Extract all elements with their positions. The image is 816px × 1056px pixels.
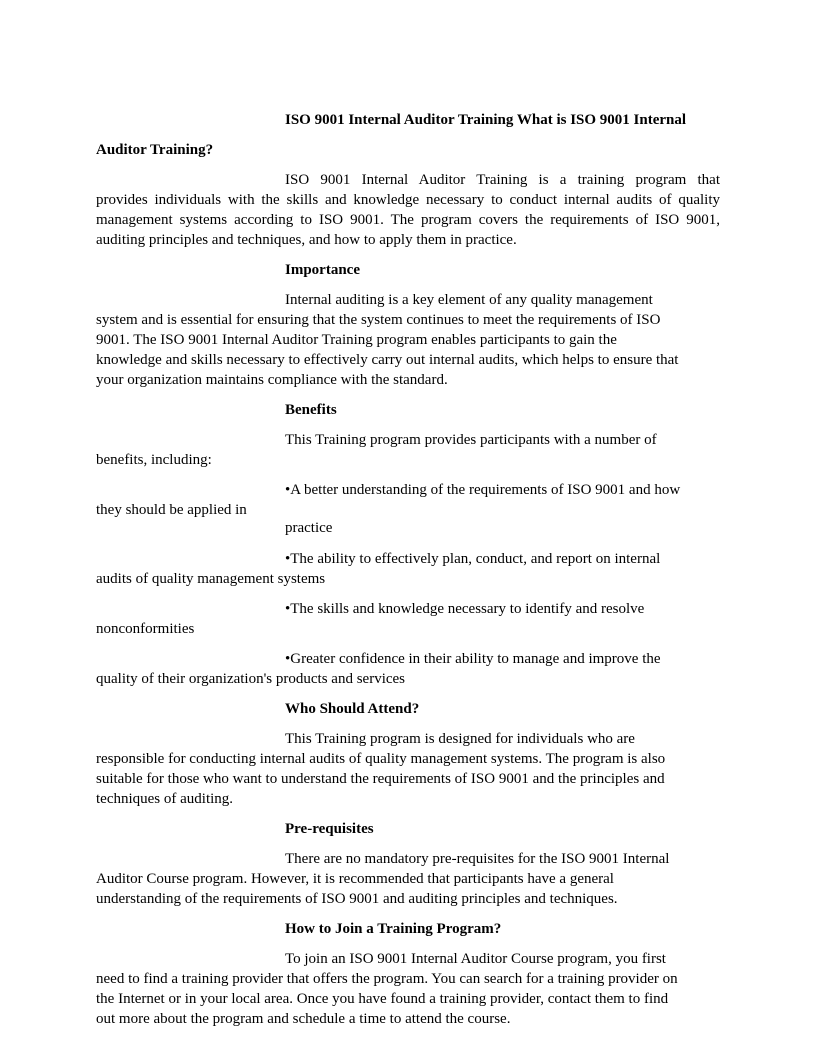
benefit-item-line: •Greater confidence in their ability to manage and improve the — [285, 651, 661, 667]
benefits-intro-line: benefits, including: — [96, 452, 212, 468]
join-line: the Internet or in your local area. Once you have found a training provider, contact them to find — [96, 991, 669, 1007]
join-line: To join an ISO 9001 Internal Auditor Course program, you first — [285, 951, 666, 967]
importance-line: Internal auditing is a key element of any quality management — [285, 292, 653, 308]
attend-line: techniques of auditing. — [96, 791, 234, 807]
benefit-item-line: nonconformities — [96, 621, 195, 637]
attend-line: responsible for conducting internal audits of quality management systems. The program is also — [96, 751, 666, 767]
intro-line: provides individuals with the skills and knowledge necessary to conduct internal audits of quality — [96, 192, 720, 208]
prereq-heading: Pre-requisites — [285, 821, 374, 837]
benefit-item-line: •The skills and knowledge necessary to identify and resolve — [285, 601, 645, 617]
importance-line: 9001. The ISO 9001 Internal Auditor Training program enables participants to gain the — [96, 332, 617, 348]
importance-line: system and is essential for ensuring that the system continues to meet the requirements of ISO — [96, 312, 661, 328]
title-line-2: Auditor Training? — [96, 142, 214, 158]
attend-line: This Training program is designed for individuals who are — [285, 731, 635, 747]
importance-line: your organization maintains compliance with the standard. — [96, 372, 448, 388]
benefit-item-line: •The ability to effectively plan, conduct, and report on internal — [285, 551, 661, 567]
importance-heading: Importance — [285, 262, 360, 278]
importance-line: knowledge and skills necessary to effectively carry out internal audits, which helps to ensure that — [96, 352, 679, 368]
join-line: out more about the program and schedule a time to attend the course. — [96, 1011, 511, 1027]
intro-line: auditing principles and techniques, and how to apply them in practice. — [96, 232, 517, 248]
benefits-intro-line: This Training program provides participants with a number of — [285, 432, 657, 448]
prereq-line: There are no mandatory pre-requisites for the ISO 9001 Internal — [285, 851, 670, 867]
benefit-item-line: quality of their organization's products and services — [96, 671, 406, 687]
join-heading: How to Join a Training Program? — [285, 921, 502, 937]
benefit-item-line: they should be applied in — [96, 502, 247, 518]
title-line-1: ISO 9001 Internal Auditor Training What is ISO 9001 Internal — [285, 112, 687, 128]
benefit-item-line: •A better understanding of the requirements of ISO 9001 and how — [285, 482, 681, 498]
benefit-item-line: audits of quality management systems — [96, 571, 326, 587]
attend-line: suitable for those who want to understand the requirements of ISO 9001 and the principles and — [96, 771, 665, 787]
attend-heading: Who Should Attend? — [285, 701, 420, 717]
intro-line: management systems according to ISO 9001. The program covers the requirements of ISO 9001, — [96, 212, 720, 228]
prereq-line: Auditor Course program. However, it is recommended that participants have a general — [96, 871, 614, 887]
benefits-heading: Benefits — [285, 402, 337, 418]
prereq-line: understanding of the requirements of ISO 9001 and auditing principles and techniques. — [96, 891, 618, 907]
join-line: need to find a training provider that offers the program. You can search for a training provider on — [96, 971, 678, 987]
benefit-item-line: practice — [285, 520, 333, 536]
intro-line: ISO 9001 Internal Auditor Training is a training program that — [285, 172, 720, 188]
